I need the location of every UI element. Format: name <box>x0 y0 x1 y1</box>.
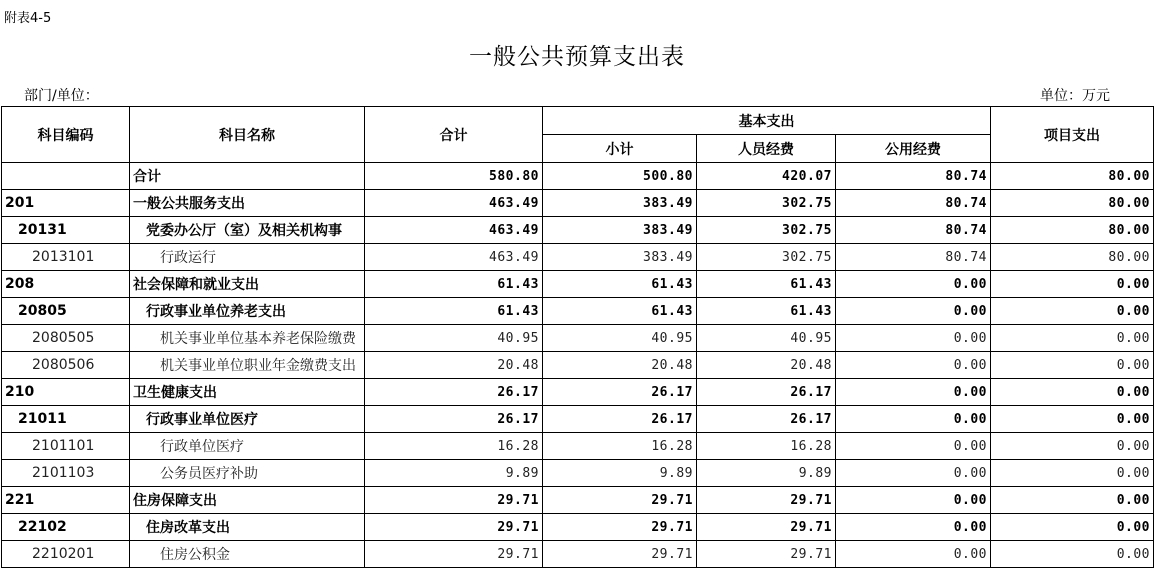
cell-personnel: 26.17 <box>697 379 836 406</box>
table-row <box>2 325 1154 352</box>
page-title: 一般公共预算支出表 <box>469 44 685 70</box>
cell-subtotal: 29.71 <box>543 487 697 514</box>
cell-name: 住房保障支出 <box>130 487 365 514</box>
cell-name: 一般公共服务支出 <box>130 190 365 217</box>
cell-total: 29.71 <box>365 514 543 541</box>
cell-public: 80.74 <box>836 163 991 190</box>
cell-subtotal: 29.71 <box>543 541 697 568</box>
cell-code: 210 <box>2 379 130 406</box>
cell-public: 0.00 <box>836 433 991 460</box>
cell-subtotal: 500.80 <box>543 163 697 190</box>
cell-name: 住房改革支出 <box>130 514 365 541</box>
cell-total: 463.49 <box>365 244 543 271</box>
table-row <box>2 244 1154 271</box>
cell-public: 0.00 <box>836 541 991 568</box>
table-row <box>2 271 1154 298</box>
cell-project: 80.00 <box>991 217 1154 244</box>
table-row <box>2 433 1154 460</box>
cell-personnel: 302.75 <box>697 217 836 244</box>
cell-project: 80.00 <box>991 163 1154 190</box>
budget-table <box>1 106 1154 568</box>
cell-public: 80.74 <box>836 190 991 217</box>
cell-personnel: 61.43 <box>697 298 836 325</box>
annex-label: 附表4-5 <box>4 11 52 26</box>
cell-subtotal: 383.49 <box>543 190 697 217</box>
cell-name: 卫生健康支出 <box>130 379 365 406</box>
cell-code: 20131 <box>2 217 130 244</box>
table-row <box>2 217 1154 244</box>
cell-public: 0.00 <box>836 298 991 325</box>
cell-total: 463.49 <box>365 190 543 217</box>
cell-public: 0.00 <box>836 406 991 433</box>
cell-subtotal: 26.17 <box>543 379 697 406</box>
table-row <box>2 406 1154 433</box>
cell-public: 0.00 <box>836 271 991 298</box>
table-row <box>2 541 1154 568</box>
cell-name: 行政事业单位养老支出 <box>130 298 365 325</box>
cell-code: 221 <box>2 487 130 514</box>
header-subtotal: 小计 <box>543 135 697 163</box>
cell-code: 2013101 <box>2 244 130 271</box>
cell-code: 2210201 <box>2 541 130 568</box>
cell-code: 22102 <box>2 514 130 541</box>
cell-total: 20.48 <box>365 352 543 379</box>
cell-subtotal: 16.28 <box>543 433 697 460</box>
cell-code: 2101103 <box>2 460 130 487</box>
table-row <box>2 487 1154 514</box>
table-row <box>2 298 1154 325</box>
header-name: 科目名称 <box>130 107 365 163</box>
cell-name: 行政运行 <box>130 244 365 271</box>
cell-name: 行政单位医疗 <box>130 433 365 460</box>
cell-code: 2080506 <box>2 352 130 379</box>
cell-personnel: 302.75 <box>697 190 836 217</box>
cell-public: 0.00 <box>836 460 991 487</box>
unit-label: 单位：万元 <box>1040 88 1110 104</box>
table-row <box>2 163 1154 190</box>
cell-subtotal: 26.17 <box>543 406 697 433</box>
cell-total: 61.43 <box>365 298 543 325</box>
cell-total: 29.71 <box>365 487 543 514</box>
table-row <box>2 379 1154 406</box>
cell-project: 0.00 <box>991 460 1154 487</box>
table-row <box>2 514 1154 541</box>
cell-name: 机关事业单位职业年金缴费支出 <box>130 352 365 379</box>
cell-total: 29.71 <box>365 541 543 568</box>
cell-personnel: 26.17 <box>697 406 836 433</box>
cell-personnel: 61.43 <box>697 271 836 298</box>
cell-subtotal: 61.43 <box>543 271 697 298</box>
header-total: 合计 <box>365 107 543 163</box>
cell-total: 463.49 <box>365 217 543 244</box>
cell-public: 80.74 <box>836 244 991 271</box>
cell-personnel: 29.71 <box>697 487 836 514</box>
cell-personnel: 16.28 <box>697 433 836 460</box>
cell-total: 9.89 <box>365 460 543 487</box>
table-row <box>2 190 1154 217</box>
cell-name: 公务员医疗补助 <box>130 460 365 487</box>
cell-total: 580.80 <box>365 163 543 190</box>
cell-code: 20805 <box>2 298 130 325</box>
cell-total: 16.28 <box>365 433 543 460</box>
cell-project: 0.00 <box>991 514 1154 541</box>
cell-public: 80.74 <box>836 217 991 244</box>
cell-code: 201 <box>2 190 130 217</box>
cell-subtotal: 61.43 <box>543 298 697 325</box>
cell-personnel: 20.48 <box>697 352 836 379</box>
cell-code: 208 <box>2 271 130 298</box>
table-body <box>2 163 1154 568</box>
cell-personnel: 40.95 <box>697 325 836 352</box>
cell-subtotal: 383.49 <box>543 244 697 271</box>
cell-name: 行政事业单位医疗 <box>130 406 365 433</box>
cell-public: 0.00 <box>836 487 991 514</box>
cell-subtotal: 9.89 <box>543 460 697 487</box>
cell-personnel: 29.71 <box>697 541 836 568</box>
cell-public: 0.00 <box>836 352 991 379</box>
cell-total: 40.95 <box>365 325 543 352</box>
cell-name: 社会保障和就业支出 <box>130 271 365 298</box>
cell-subtotal: 29.71 <box>543 514 697 541</box>
cell-name: 住房公积金 <box>130 541 365 568</box>
cell-public: 0.00 <box>836 514 991 541</box>
header-code: 科目编码 <box>2 107 130 163</box>
cell-personnel: 420.07 <box>697 163 836 190</box>
cell-project: 0.00 <box>991 433 1154 460</box>
header-personnel: 人员经费 <box>697 135 836 163</box>
cell-project: 0.00 <box>991 487 1154 514</box>
cell-project: 0.00 <box>991 325 1154 352</box>
cell-project: 0.00 <box>991 352 1154 379</box>
cell-subtotal: 20.48 <box>543 352 697 379</box>
cell-project: 80.00 <box>991 190 1154 217</box>
cell-code: 2080505 <box>2 325 130 352</box>
cell-project: 0.00 <box>991 379 1154 406</box>
cell-public: 0.00 <box>836 379 991 406</box>
table-row <box>2 460 1154 487</box>
table-row <box>2 352 1154 379</box>
cell-name: 机关事业单位基本养老保险缴费 <box>130 325 365 352</box>
cell-project: 0.00 <box>991 298 1154 325</box>
cell-project: 80.00 <box>991 244 1154 271</box>
cell-code: 2101101 <box>2 433 130 460</box>
header-project: 项目支出 <box>991 107 1154 163</box>
cell-name: 党委办公厅（室）及相关机构事 <box>130 217 365 244</box>
cell-project: 0.00 <box>991 406 1154 433</box>
cell-subtotal: 383.49 <box>543 217 697 244</box>
header-public: 公用经费 <box>836 135 991 163</box>
cell-name: 合计 <box>130 163 365 190</box>
cell-code <box>2 163 130 190</box>
cell-subtotal: 40.95 <box>543 325 697 352</box>
cell-project: 0.00 <box>991 541 1154 568</box>
cell-total: 26.17 <box>365 406 543 433</box>
cell-total: 26.17 <box>365 379 543 406</box>
cell-personnel: 9.89 <box>697 460 836 487</box>
cell-code: 21011 <box>2 406 130 433</box>
department-label: 部门/单位： <box>24 88 99 104</box>
header-basic: 基本支出 <box>543 107 991 135</box>
cell-personnel: 302.75 <box>697 244 836 271</box>
cell-total: 61.43 <box>365 271 543 298</box>
cell-personnel: 29.71 <box>697 514 836 541</box>
cell-project: 0.00 <box>991 271 1154 298</box>
cell-public: 0.00 <box>836 325 991 352</box>
